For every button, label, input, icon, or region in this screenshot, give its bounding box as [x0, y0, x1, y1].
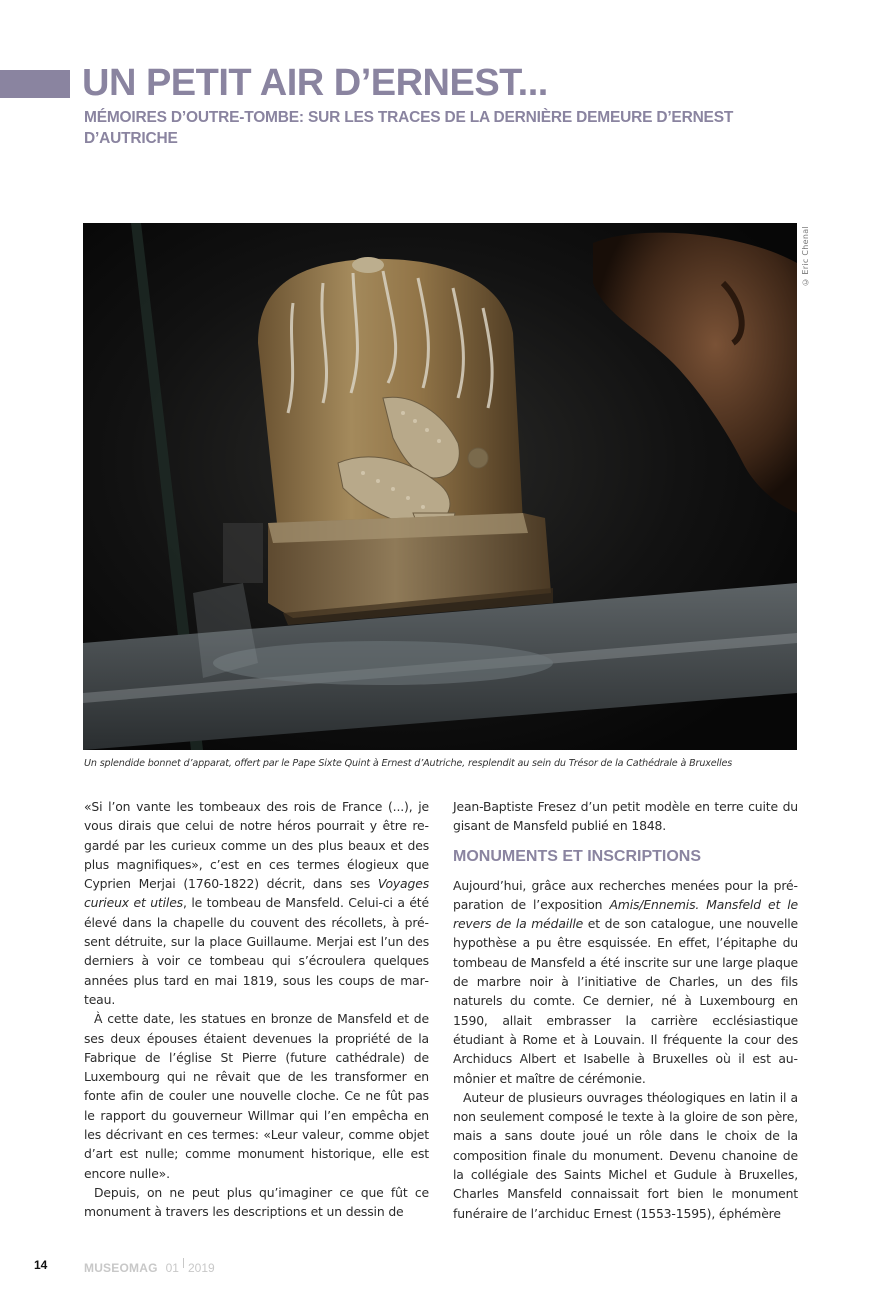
article-subtitle: MÉMOIRES D’OUTRE-TOMBE: SUR LES TRACES DE LA DERNIÈRE DEMEURE D’ERNEST D’AUTRICHE [84, 109, 734, 147]
magazine-issue [84, 1258, 215, 1275]
paragraph: À cette date, les statues en bronze de Mansfeld et de ses deux épouses étaient devenues la propriété de la Fabrique de l’église St Pierre (future cathédrale) de Luxembourg qui ne rêvait que de les transformer en fonte afin de couler une nouvelle cloche. Ce ne fût pas le rapport du gouverneur Willmar qui l’en empêcha en les décrivant en ces termes: «Leur valeur, comme objet d’art est nulle; comme monument historique, elle est encore nulle». [84, 1011, 429, 1181]
paragraph: «Si l’on vante les tombeaux des rois de France (...), je vous dirais que celui de notre héros pourrait y être regardé par les curieux comme un des plus beaux et des plus magnifiques», c’est en ces termes élogieux que Cyprien Merjai (1760-1822) décrit, dans ses Voyages curieux et utiles, le tombeau de Mansfeld. Celui-ci a été élevé dans la chapelle du couvent des récollets, à présent détruite, sur la place Guillaume. Merjai est l’un des derniers à voir ce tombeau qui s’écroulera quelques années plus tard en mai 1819, sous les coups de marteau. [84, 799, 429, 1007]
paragraph: Depuis, on ne peut plus qu’imaginer ce que fût ce monument à travers les descriptions et un dessin de [84, 1184, 429, 1220]
paragraph-continued: Jean-Baptiste Fresez d’un petit modèle en terre cuite du gisant de Mansfeld publié en 1848. [453, 799, 798, 834]
article-column-right [453, 797, 798, 1223]
photo-credit: © Eric Chenal [801, 226, 810, 287]
photo-caption: Un splendide bonnet d’apparat, offert par le Pape Sixte Quint à Ernest d’Autriche, resplendit au sein du Trésor de la Cathédrale à Bruxelles [84, 758, 733, 769]
title-accent-bar [0, 70, 70, 98]
paragraph: Auteur de plusieurs ouvrages théologiques en latin il a non seulement composé le texte à la gloire de son père, mais a sans doute joué un rôle dans le choix de la composition finale du monument. Devenu chanoine de la collégiale des Saints Michel et Gudule à Bruxelles, Charles Mansfeld connaissait fort bien le monument funéraire de l’archiduc Ernest (1553-1595), éphémère [453, 1089, 798, 1221]
issue-separator [183, 1258, 184, 1268]
article-column-left [84, 797, 429, 1222]
article-photo [83, 223, 797, 750]
magazine-name: MUSEOMAG [84, 1261, 158, 1275]
article-title: UN PETIT AIR D’ERNEST... [82, 62, 548, 104]
issue-year: 2019 [187, 1261, 215, 1275]
issue-number: 01 [165, 1261, 179, 1275]
page-number: 14 [34, 1258, 48, 1272]
paragraph: Aujourd’hui, grâce aux recherches menées pour la préparation de l’exposition Amis/Ennemis. Mansfeld et le revers de la médaille et de son catalogue, une nouvelle hypothèse a pu être esquissée. En effet, l’épitaphe du tombeau de Mansfeld a été inscrite sur une large plaque de marbre noir à l’initiative de Charles, un des fils naturels du comte. Ce dernier, né à Luxembourg en 1590, allait embrasser la carrière ecclésiastique étudiant à Rome et à Louvain. Il fréquente la cour des Archiducs Albert et Isabelle à Bruxelles où il est aumônier et maître de cérémonie. [453, 877, 799, 1086]
hat-in-display-case-image [83, 223, 797, 750]
section-heading: MONUMENTS ET INSCRIPTIONS [453, 847, 702, 865]
